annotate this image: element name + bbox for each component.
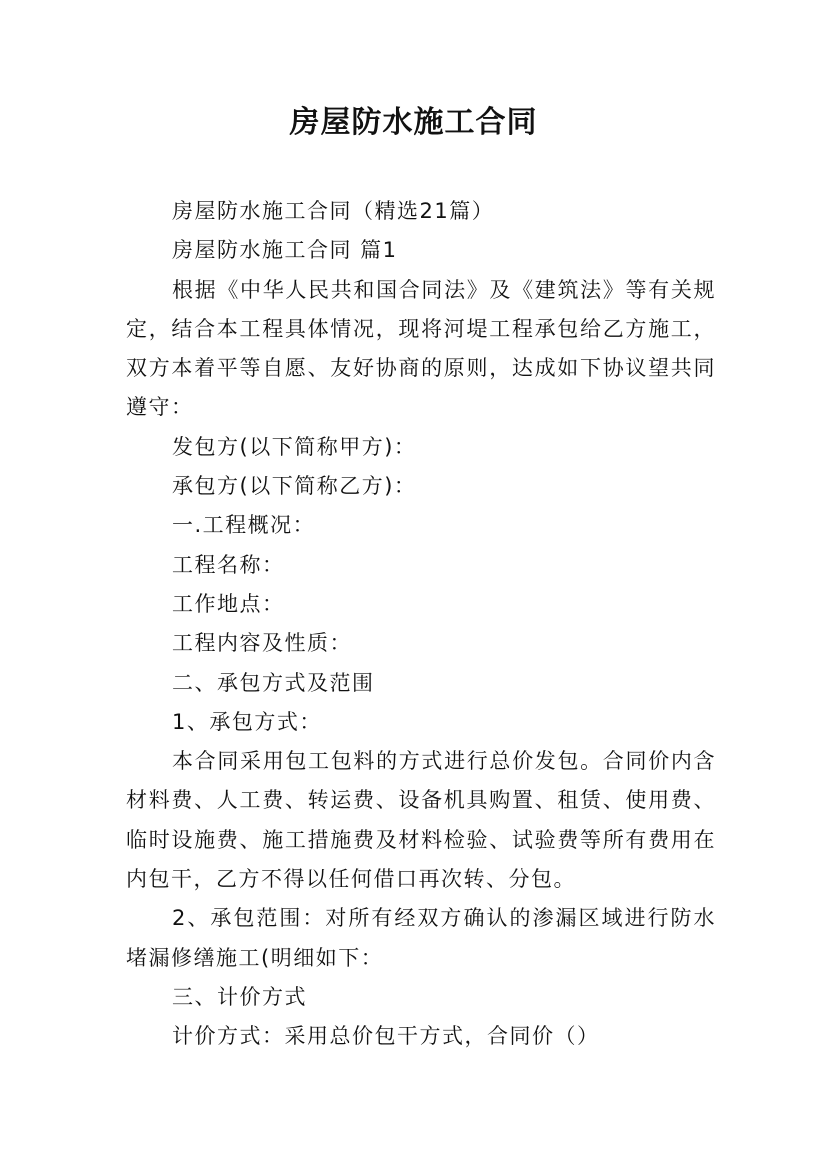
paragraph-project-overview: 一.工程概况：	[172, 513, 316, 538]
document-title: 房屋防水施工合同	[289, 105, 538, 140]
paragraph-contract-method: 1、承包方式：	[172, 709, 322, 734]
paragraph-pricing-heading: 三、计价方式	[172, 984, 307, 1009]
document-body	[126, 192, 716, 1057]
paragraph-section-heading: 房屋防水施工合同 篇1	[172, 238, 398, 263]
paragraph-work-location: 工作地点：	[172, 591, 285, 616]
paragraph-contract-terms: 本合同采用包工包料的方式进行总价发包。合同价内含材料费、人工费、转运费、设备机具购置、租赁、使用费、临时设施费、施工措施费及材料检验、试验费等所有费用在内包干，乙方不得以任何借口再次转、分包。	[126, 749, 716, 892]
paragraph-party-a: 发包方(以下简称甲方)：	[172, 434, 417, 459]
paragraph-preamble: 根据《中华人民共和国合同法》及《建筑法》等有关规定，结合本工程具体情况，现将河堤工程承包给乙方施工，双方本着平等自愿、友好协商的原则，达成如下协议望共同遵守：	[126, 277, 716, 420]
paragraph-party-b: 承包方(以下简称乙方)：	[172, 474, 417, 499]
paragraph-work-content: 工程内容及性质：	[172, 631, 352, 656]
paragraph-subtitle: 房屋防水施工合同（精选21篇）	[172, 199, 495, 223]
paragraph-contract-scope: 2、承包范围：对所有经双方确认的渗漏区域进行防水堵漏修缮施工(明细如下：	[126, 906, 716, 970]
paragraph-pricing-method: 计价方式：采用总价包干方式，合同价（）	[172, 1024, 600, 1049]
paragraph-contract-method-heading: 二、承包方式及范围	[172, 670, 375, 695]
paragraph-project-name: 工程名称：	[172, 552, 285, 577]
